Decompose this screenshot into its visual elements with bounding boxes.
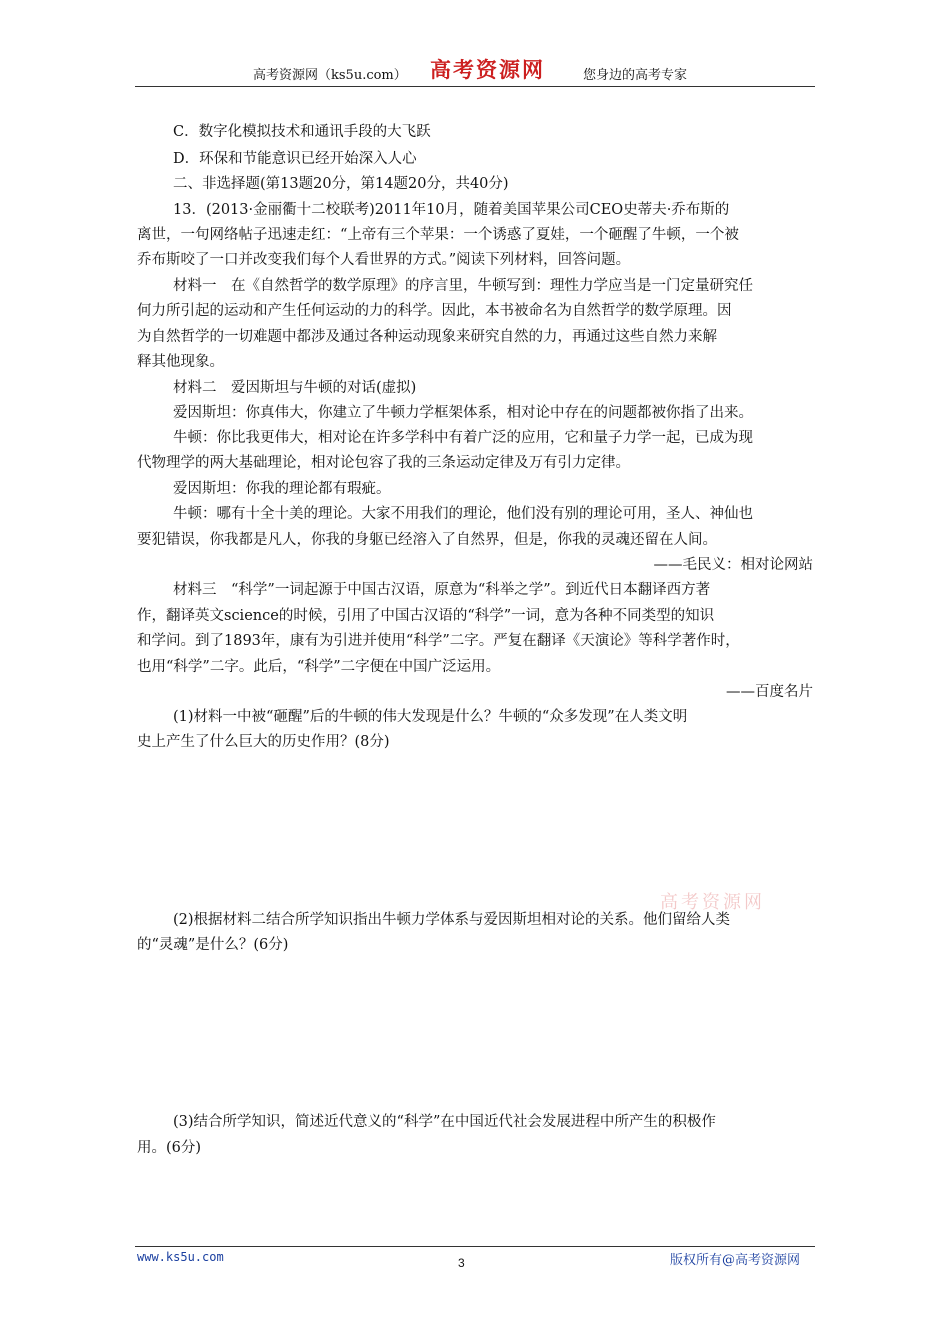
page-number: 3 <box>458 1256 465 1270</box>
material-2-line: 爱因斯坦：你真伟大，你建立了牛顿力学框架体系，相对论中存在的问题都被你指了出来。 <box>173 405 753 421</box>
question-13-line: 13．(2013·金丽衢十二校联考)2011年10月，随着美国苹果公司CEO史蒂夫·乔布斯的 <box>173 202 730 218</box>
header-logo: 高考资源网 <box>430 57 545 82</box>
material-2-line: 代物理学的两大基础理论，相对论包容了我的三条运动定律及万有引力定律。 <box>137 455 630 471</box>
page-header <box>135 57 815 87</box>
option-d: D．环保和节能意识已经开始深入人心 <box>173 151 417 167</box>
material-3-line: 材料三 “科学”一词起源于中国古汉语，原意为“科举之学”。到近代日本翻译西方著 <box>173 582 711 598</box>
material-3-line: 也用“科学”二字。此后，“科学”二字便在中国广泛运用。 <box>137 659 501 675</box>
material-1-line: 材料一 在《自然哲学的数学原理》的序言里，牛顿写到：理性力学应当是一门定量研究任 <box>173 278 753 294</box>
material-3-source: ——百度名片 <box>726 684 813 700</box>
material-2-title: 材料二 爱因斯坦与牛顿的对话(虚拟) <box>173 380 417 396</box>
footer-copyright: 版权所有@高考资源网 <box>670 1253 801 1268</box>
question-13-line: 离世，一句网络帖子迅速走红：“上帝有三个苹果：一个诱惑了夏娃，一个砸醒了牛顿，一个被 <box>137 227 739 243</box>
material-3-line: 和学问。到了1893年，康有为引进并使用“科学”二字。严复在翻译《天演论》等科学著作时， <box>137 633 740 649</box>
material-2-line: 要犯错误，你我都是凡人，你我的身躯已经溶入了自然界，但是，你我的灵魂还留在人间。 <box>137 532 717 548</box>
material-2-line: 牛顿：哪有十全十美的理论。大家不用我们的理论，他们没有别的理论可用，圣人、神仙也 <box>173 506 753 522</box>
material-1-line: 释其他现象。 <box>137 354 224 370</box>
watermark: 高考资源网 <box>660 892 765 913</box>
question-13-line: 乔布斯咬了一口并改变我们每个人看世界的方式。”阅读下列材料，回答问题。 <box>137 252 631 268</box>
sub-question-3: 用。(6分) <box>137 1140 202 1156</box>
header-site-name: 高考资源网（ks5u.com） <box>253 68 407 83</box>
material-2-source: ——毛民义：相对论网站 <box>653 557 813 573</box>
material-3-line: 作，翻译英文science的时候，引用了中国古汉语的“科学”一词，意为各种不同类型的知识 <box>137 608 715 624</box>
footer-website-link[interactable]: www.ks5u.com <box>137 1250 224 1264</box>
material-1-line: 为自然哲学的一切难题中都涉及通过各种运动现象来研究自然的力，再通过这些自然力来解 <box>137 329 717 345</box>
sub-question-1: (1)材料一中被“砸醒”后的牛顿的伟大发现是什么？牛顿的“众多发现”在人类文明 <box>173 709 688 725</box>
option-c: C．数字化模拟技术和通讯手段的大飞跃 <box>173 124 431 140</box>
sub-question-2: 的“灵魂”是什么？(6分) <box>137 937 289 953</box>
sub-question-2: (2)根据材料二结合所学知识指出牛顿力学体系与爱因斯坦相对论的关系。他们留给人类 <box>173 912 731 928</box>
section-heading: 二、非选择题(第13题20分，第14题20分，共40分) <box>173 176 509 192</box>
material-2-line: 爱因斯坦：你我的理论都有瑕疵。 <box>173 481 391 497</box>
header-slogan: 您身边的高考专家 <box>583 68 688 83</box>
footer-divider <box>135 1246 815 1247</box>
material-2-line: 牛顿：你比我更伟大，相对论在许多学科中有着广泛的应用，它和量子力学一起，已成为现 <box>173 430 753 446</box>
material-1-line: 何力所引起的运动和产生任何运动的力的科学。因此，本书被命名为自然哲学的数学原理。因 <box>137 303 732 319</box>
sub-question-1: 史上产生了什么巨大的历史作用？(8分) <box>137 734 390 750</box>
sub-question-3: (3)结合所学知识，简述近代意义的“科学”在中国近代社会发展进程中所产生的积极作 <box>173 1114 716 1130</box>
